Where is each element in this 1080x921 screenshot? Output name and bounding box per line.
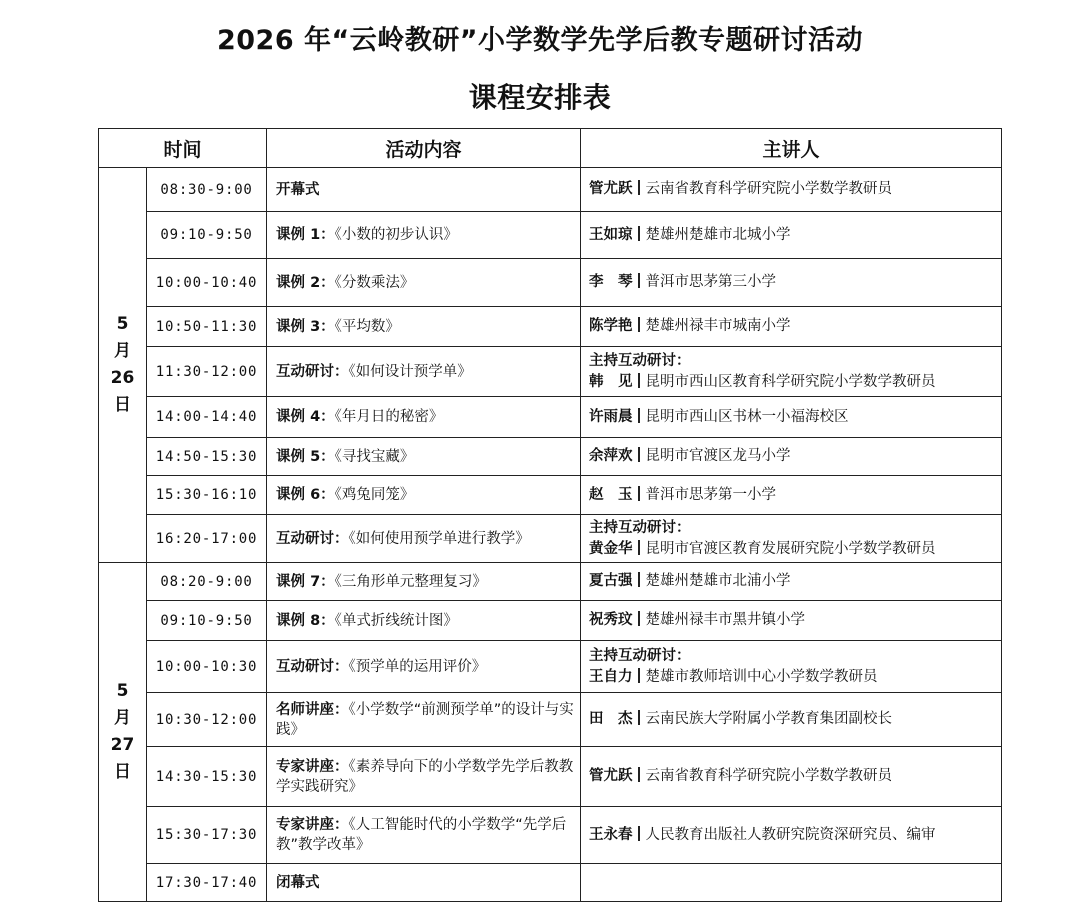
date-char: 日 [114,762,131,782]
time-cell: 14:30-15:30 [147,747,267,807]
speaker-cell [581,307,1002,347]
table-row [99,563,1002,601]
activity-label: 名师讲座： [276,701,349,718]
table-header-row [99,129,1002,168]
table-row [99,212,1002,259]
activity-label: 开幕式 [276,181,320,198]
separator-bar [638,447,640,462]
activity-cell [267,476,581,515]
time-cell: 14:50-15:30 [147,438,267,476]
separator-bar [638,611,640,626]
time-cell: 09:10-9:50 [147,601,267,641]
activity-text: 《三角形单元整理复习》 [334,573,487,590]
activity-text: 《分数乘法》 [334,274,415,291]
activity-text: 《小数的初步认识》 [334,227,458,243]
speaker-cell [581,807,1002,864]
speaker-name: 李 琴 [589,274,633,290]
activity-cell [267,601,581,641]
activity-cell [267,864,581,902]
speaker-name: 夏古强 [589,573,633,589]
speaker-org: 昆明市西山区教育科学研究院小学数学教研员 [645,373,936,390]
activity-cell [267,168,581,212]
schedule-table [98,128,1002,902]
speaker-name: 黄金华 [589,540,633,557]
separator-bar [638,767,640,782]
date-cell [99,168,147,563]
table-row [99,168,1002,212]
speaker-cell [581,476,1002,515]
activity-cell [267,307,581,347]
time-cell: 09:10-9:50 [147,212,267,259]
date-cell [99,563,147,902]
activity-label: 专家讲座： [276,817,349,833]
speaker-cell [581,563,1002,601]
separator-bar [638,710,640,725]
speaker-name: 王如琼 [589,226,633,243]
separator-bar [638,373,640,388]
speaker-name: 田 杰 [589,711,633,727]
date-char: 月 [114,708,131,728]
activity-text: 《小学数学“前测预学单”的设计与实践》 [276,701,574,738]
activity-label: 课例 6： [276,487,335,503]
speaker-cell [581,397,1002,438]
table-row [99,476,1002,515]
speaker-org: 云南民族大学附属小学教育集团副校长 [645,711,893,727]
separator-bar [638,668,640,683]
time-cell: 16:20-17:00 [147,515,267,563]
speaker-name: 韩 见 [589,373,633,390]
time-cell: 17:30-17:40 [147,864,267,902]
separator-bar [638,572,640,587]
speaker-cell [581,601,1002,641]
host-label: 主持互动研讨： [589,519,691,536]
time-cell: 15:30-17:30 [147,807,267,864]
speaker-cell [581,864,1002,902]
activity-text: 《预学单的运用评价》 [348,658,487,675]
speaker-org: 人民教育出版社人教研究院资深研究员、编审 [645,826,936,843]
time-cell: 11:30-12:00 [147,347,267,397]
activity-cell [267,438,581,476]
speaker-org: 楚雄州禄丰市黑井镇小学 [645,612,806,628]
table-row [99,747,1002,807]
separator-bar [638,826,640,841]
speaker-name: 王自力 [589,668,633,685]
speaker-org: 云南省教育科学研究院小学数学教研员 [645,181,893,197]
table-row [99,438,1002,476]
activity-cell [267,563,581,601]
table-row [99,864,1002,902]
time-cell: 14:00-14:40 [147,397,267,438]
date-char: 月 [114,341,131,361]
time-cell: 10:00-10:30 [147,641,267,693]
activity-cell [267,259,581,307]
speaker-org: 普洱市思茅第一小学 [645,486,777,503]
date-char: 27 [110,735,135,755]
activity-label: 互动研讨： [276,363,349,380]
activity-cell [267,641,581,693]
document-title: 2026 年“云岭教研”小学数学先学后教专题研讨活动 [216,25,864,56]
time-cell: 08:20-9:00 [147,563,267,601]
table-row [99,347,1002,397]
activity-label: 课例 5： [276,448,335,465]
time-cell: 15:30-16:10 [147,476,267,515]
speaker-cell [581,693,1002,747]
activity-cell [267,807,581,864]
separator-bar [638,317,640,332]
document-subtitle: 课程安排表 [468,81,612,114]
header-speaker: 主讲人 [581,129,1002,168]
date-char: 5 [116,681,129,701]
separator-bar [638,180,640,195]
speaker-name: 王永春 [589,826,633,843]
activity-label: 课例 2： [276,274,335,291]
separator-bar [638,226,640,241]
activity-text: 《平均数》 [334,318,400,335]
table-row [99,307,1002,347]
speaker-name: 陈学艳 [589,318,633,334]
speaker-name: 余萍欢 [589,448,633,464]
speaker-name: 祝秀玟 [589,612,633,628]
speaker-org: 昆明市西山区书林一小福海校区 [645,408,849,425]
speaker-cell [581,259,1002,307]
activity-label: 课例 7： [276,573,335,590]
activity-text: 《鸡兔同笼》 [334,487,415,503]
speaker-cell [581,168,1002,212]
activity-text: 《寻找宝藏》 [334,448,415,465]
speaker-org: 昆明市官渡区龙马小学 [645,448,791,464]
speaker-cell [581,438,1002,476]
activity-label: 课例 4： [276,409,335,425]
schedule-body [99,168,1002,902]
activity-cell [267,347,581,397]
speaker-org: 昆明市官渡区教育发展研究院小学数学教研员 [645,540,936,557]
speaker-name: 管尤跃 [589,768,633,784]
speaker-name: 许雨晨 [589,408,633,425]
speaker-cell [581,641,1002,693]
date-char: 日 [114,395,131,415]
time-cell: 10:30-12:00 [147,693,267,747]
activity-label: 互动研讨： [276,530,349,547]
date-char: 26 [110,368,135,388]
table-row [99,515,1002,563]
activity-text: 《如何使用预学单进行教学》 [348,530,530,547]
activity-label: 专家讲座： [276,758,349,775]
header-time: 时间 [99,129,267,168]
separator-bar [638,540,640,555]
speaker-org: 楚雄州楚雄市北城小学 [645,226,791,243]
separator-bar [638,273,640,288]
table-row [99,601,1002,641]
activity-text: 《如何设计预学单》 [348,363,472,380]
speaker-org: 楚雄市教师培训中心小学数学教研员 [645,668,878,685]
activity-label: 课例 1： [276,227,335,243]
table-row [99,397,1002,438]
activity-label: 课例 8： [276,612,335,629]
speaker-cell [581,212,1002,259]
speaker-cell [581,515,1002,563]
activity-text: 《人工智能时代的小学数学“先学后教”教学改革》 [276,817,567,853]
activity-cell [267,212,581,259]
table-row [99,641,1002,693]
date-char: 5 [116,314,129,334]
activity-cell [267,747,581,807]
activity-cell [267,515,581,563]
table-row [99,807,1002,864]
host-label: 主持互动研讨： [589,647,691,664]
host-label: 主持互动研讨： [589,352,691,369]
activity-label: 课例 3： [276,318,335,335]
speaker-org: 云南省教育科学研究院小学数学教研员 [645,768,893,784]
speaker-cell [581,347,1002,397]
time-cell: 10:00-10:40 [147,259,267,307]
table-row [99,693,1002,747]
time-cell: 08:30-9:00 [147,168,267,212]
table-row [99,259,1002,307]
speaker-cell [581,747,1002,807]
header-content: 活动内容 [267,129,581,168]
separator-bar [638,486,640,501]
activity-label: 互动研讨： [276,658,349,675]
speaker-name: 管尤跃 [589,181,633,197]
speaker-name: 赵 玉 [589,486,633,503]
speaker-org: 楚雄州楚雄市北浦小学 [645,573,791,589]
separator-bar [638,408,640,423]
activity-text: 《年月日的秘密》 [334,409,444,425]
time-cell: 10:50-11:30 [147,307,267,347]
activity-cell [267,693,581,747]
speaker-org: 楚雄州禄丰市城南小学 [645,318,791,334]
activity-label: 闭幕式 [276,874,320,891]
activity-cell [267,397,581,438]
speaker-org: 普洱市思茅第三小学 [645,274,777,290]
activity-text: 《单式折线统计图》 [334,612,458,629]
activity-text: 《素养导向下的小学数学先学后教教学实践研究》 [276,758,574,795]
